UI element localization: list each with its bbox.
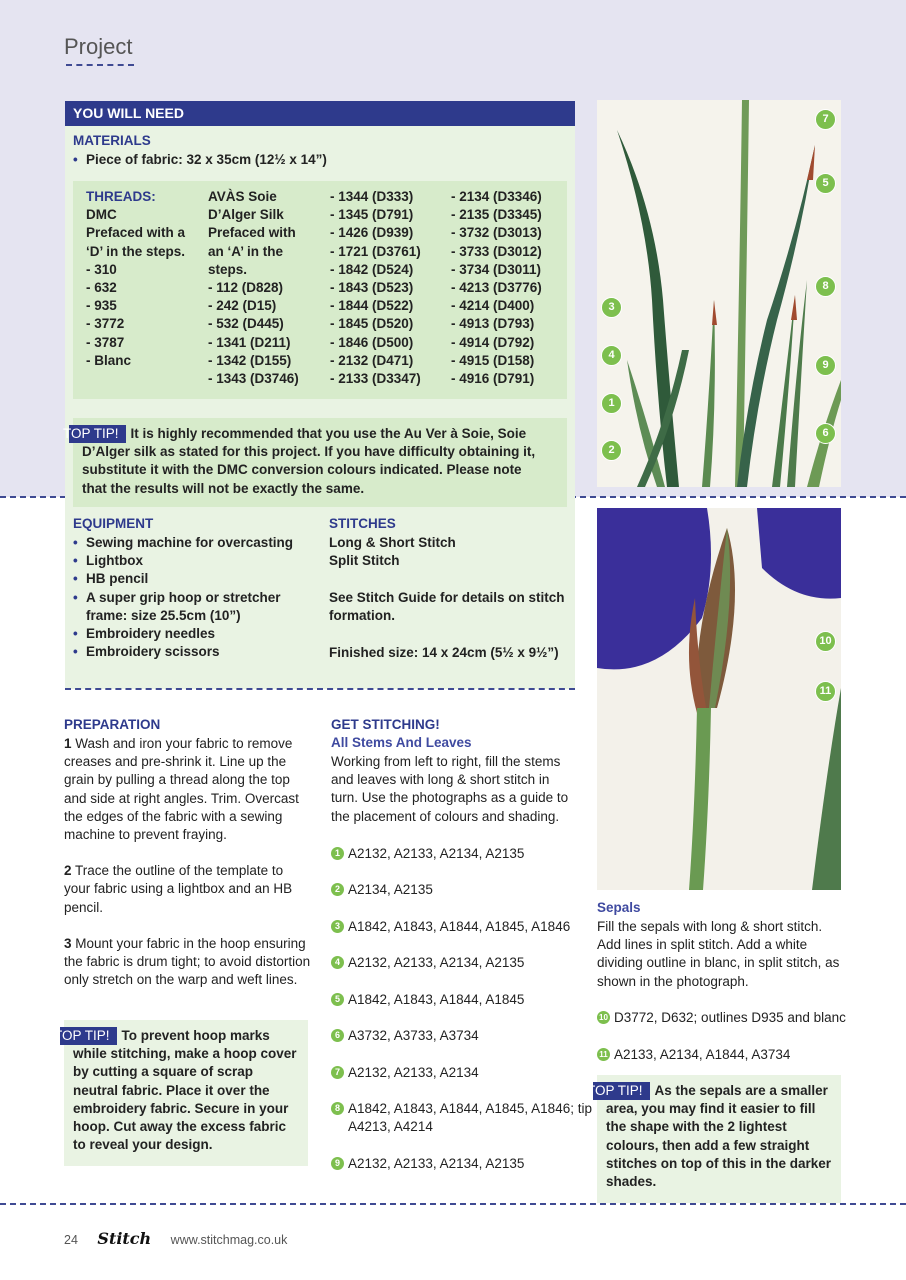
step-badge: 5 [331,993,344,1006]
stitch-step [331,845,598,863]
callout-badge: 6 [815,423,836,444]
thread-line: - 4913 (D793) [451,316,535,332]
step-text: A2134, A2135 [348,882,433,897]
step-text: D3772, D632; outlines D935 and blanc [614,1010,846,1025]
threads-heading: THREADS: [86,189,156,204]
top-tip-label: TOP TIP! [60,1027,117,1045]
prep-step [64,862,312,917]
prep-step-text: Trace the outline of the template to your fabric using a lightbox and an HB pencil. [64,863,293,915]
thread-line: DMC [86,207,117,223]
step-badge: 3 [331,920,344,933]
prep-step-text: Wash and iron your fabric to remove creases and pre-shrink it. Line up the grain by pulling a thread along the top and side at right angles. Trim. Overcast the edges of the fabric with a sewing machine to prevent fraying. [64,736,299,843]
sepal-step [597,1009,864,1027]
thread-line: - 1721 (D3761) [330,243,421,259]
top-tip-label: TOP TIP! [69,425,126,443]
stitch-step [331,954,598,972]
stitch-item: Split Stitch [329,553,400,569]
prep-step-number: 3 [64,935,72,951]
thread-line: - 1846 (D500) [330,334,414,350]
thread-line: - 3787 [86,334,125,350]
step-text: A1842, A1843, A1844, A1845 [348,992,525,1007]
top-tip-box-1 [63,418,567,507]
prep-step-number: 2 [64,863,72,879]
thread-line: - 4915 (D158) [451,352,535,368]
threads-col-4 [451,188,542,388]
prep-step [64,935,312,990]
photo-leaves [597,100,841,487]
step-text: A2132, A2133, A2134 [348,1065,479,1080]
step-text: A1842, A1843, A1844, A1845, A1846 [348,919,571,934]
thread-line: steps. [208,261,248,277]
preparation-heading: PREPARATION [64,717,161,732]
finished-size: Finished size: 14 x 24cm (5½ x 9½”) [329,645,559,660]
threads-col-avas [208,188,299,388]
callout-badge: 2 [601,440,622,461]
thread-line: an ‘A’ in the [208,243,284,259]
stitch-step [331,918,598,936]
all-stems-subheading: All Stems And Leaves [331,735,472,750]
sepals-illustration [597,508,841,890]
thread-line: - 1844 (D522) [330,298,414,314]
page-number: 24 [64,1233,78,1247]
thread-line: Prefaced with a [86,225,186,241]
stitch-item: Long & Short Stitch [329,535,456,550]
top-tip-text: As the sepals are a smaller area, you may find it easier to fill the shape with the 2 lightest colours, then add a few straight stitches on top of this in the darker shades. [606,1083,832,1190]
thread-line: - 1845 (D520) [330,316,414,332]
thread-line: ‘D’ in the steps. [86,243,186,259]
thread-line: - 4916 (D791) [451,371,535,387]
stitch-step [331,881,598,899]
equipment-item: • A super grip hoop or stretcher frame: size 25.5cm (10”) [73,589,305,625]
step-text: A2132, A2133, A2134, A2135 [348,1156,525,1171]
sepals-text: Fill the sepals with long & short stitch. Add lines in split stitch. Add a white dividing outline in blanc, in split stitch, as shown in the photograph. [597,919,840,989]
equipment-list [73,534,305,661]
callout-badge: 7 [815,109,836,130]
thread-line: - 112 (D828) [208,280,284,296]
stitch-step [331,1027,598,1045]
get-stitching-heading: GET STITCHING! [331,717,440,732]
thread-line: - 1842 (D524) [330,261,414,277]
stitch-guide-note: See Stitch Guide for details on stitch formation. [329,590,565,624]
step-badge: 1 [331,847,344,860]
materials-heading: MATERIALS [73,133,151,148]
you-will-need-title: YOU WILL NEED [65,101,575,126]
stitches-list [329,534,569,570]
equipment-item: • Embroidery needles [73,625,305,643]
stitch-step [331,1155,598,1173]
step-badge: 6 [331,1029,344,1042]
callout-badge: 4 [601,345,622,366]
step-badge: 11 [597,1048,610,1061]
thread-line: - 1426 (D939) [330,225,414,241]
top-tip-3-content [587,1082,833,1191]
get-stitching-intro: Working from left to right, fill the stems and leaves with long & short stitch in turn. Use the photographs as a guide to the placement of colours and shading. [331,754,569,824]
top-tip-box-2 [54,1020,308,1166]
top-tip-1-content [63,425,549,498]
leaves-illustration [597,100,841,487]
thread-line: - 4914 (D792) [451,334,535,350]
thread-line: - 1343 (D3746) [208,371,299,387]
top-tip-2-content [54,1027,300,1154]
equipment-item: • Embroidery scissors [73,643,305,661]
step-text: A2132, A2133, A2134, A2135 [348,955,525,970]
step-badge: 8 [331,1102,344,1115]
thread-line: - 4214 (D400) [451,298,535,314]
thread-line: Prefaced with [208,225,296,241]
callout-badge: 3 [601,297,622,318]
callout-badge: 5 [815,173,836,194]
callout-badge: 8 [815,276,836,297]
prep-step-text: Mount your fabric in the hoop ensuring the fabric is drum tight; to avoid distortion only stretch on the warp and weft lines. [64,935,311,988]
step-badge: 10 [597,1011,610,1024]
thread-line: - 532 (D445) [208,316,284,332]
equipment-item: • Sewing machine for overcasting [73,534,305,552]
materials-list [73,151,553,169]
equipment-item: • HB pencil [73,570,305,588]
photo-sepals [597,508,841,890]
equipment-heading: EQUIPMENT [73,516,154,531]
threads-box [73,181,567,399]
thread-line: - 310 [86,261,117,277]
top-tip-text: To prevent hoop marks while stitching, make a hoop cover by cutting a square of scrap neutral fabric. Place it over the embroidery fabric. Secure in your hoop. Cut away the excess fabric to reveal your design. [73,1028,297,1153]
thread-line: - 3734 (D3011) [451,261,542,277]
thread-line: - 1843 (D523) [330,280,414,296]
dashed-divider-bottom [0,1203,906,1205]
prep-step [64,735,312,844]
thread-line: - 3732 (D3013) [451,225,542,241]
top-tip-label: TOP TIP! [593,1082,650,1100]
sepals-heading: Sepals [597,900,641,915]
callout-badge: 10 [815,631,836,652]
thread-line: - 2133 (D3347) [330,371,421,387]
preparation-steps [64,735,312,989]
thread-line: - 2135 (D3345) [451,207,542,223]
thread-line: - 1345 (D791) [330,207,414,223]
stitch-step [331,991,598,1009]
sepal-step [597,1046,864,1064]
step-text: A2132, A2133, A2134, A2135 [348,846,525,861]
page-label: Project [64,34,133,59]
prep-step-number: 1 [64,736,72,751]
thread-line: - 4213 (D3776) [451,280,542,296]
step-badge: 2 [331,883,344,896]
thread-line: - 1342 (D155) [208,352,292,368]
step-text: A1842, A1843, A1844, A1845, A1846; tip A4213, A4214 [348,1101,592,1135]
thread-line: - 2132 (D471) [330,352,414,368]
thread-line: - 1344 (D333) [330,189,414,204]
thread-line: AVÀS Soie [208,189,277,204]
brand-logo: Stitch [97,1229,152,1248]
stitch-step [331,1100,598,1136]
step-text: A2133, A2134, A1844, A3734 [614,1047,791,1062]
threads-col-3 [330,188,421,388]
thread-line: - 242 (D15) [208,298,277,314]
step-badge: 7 [331,1066,344,1079]
thread-line: D’Alger Silk [208,207,284,223]
top-tip-text: It is highly recommended that you use the Au Ver à Soie, Soie D’Alger silk as stated for this project. If you have difficulty obtaining it, substitute it with the DMC conversion colours indicated. Please note that the results will not be exactly the same. [82,426,536,496]
panel-bottom-dash [65,688,575,690]
footer [64,1229,287,1248]
step-text: A3732, A3733, A3734 [348,1028,479,1043]
thread-line: - 1341 (D211) [208,334,291,350]
step-badge: 4 [331,956,344,969]
callout-badge: 1 [601,393,622,414]
materials-item: • Piece of fabric: 32 x 35cm (12½ x 14”) [73,151,553,169]
callout-badge: 11 [815,681,836,702]
callout-badge: 9 [815,355,836,376]
step-badge: 9 [331,1157,344,1170]
thread-line: - 632 [86,280,117,296]
stitch-step [331,1064,598,1082]
threads-col-dmc [86,188,185,370]
thread-line: - Blanc [86,352,132,368]
footer-url[interactable]: www.stitchmag.co.uk [170,1233,288,1247]
stitches-heading: STITCHES [329,516,396,531]
equipment-item: • Lightbox [73,552,305,570]
thread-line: - 2134 (D3346) [451,189,542,204]
thread-line: - 3772 [86,316,125,332]
page-label-underline [66,64,134,66]
thread-line: - 3733 (D3012) [451,243,542,259]
top-tip-box-3 [587,1075,841,1203]
thread-line: - 935 [86,298,117,314]
